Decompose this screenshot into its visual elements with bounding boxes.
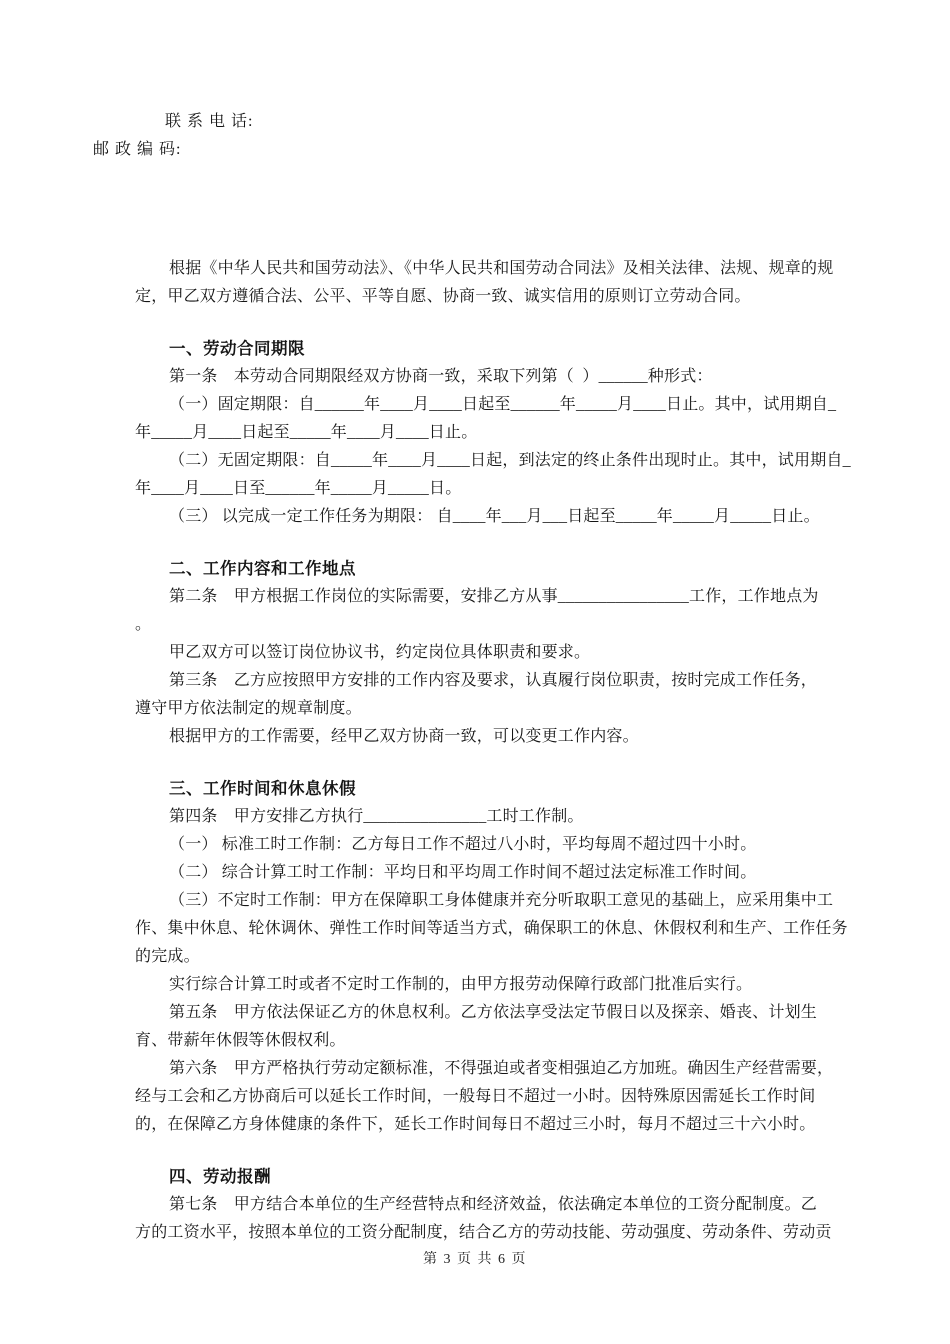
contract-line: 方的工资水平，按照本单位的工资分配制度，结合乙方的劳动技能、劳动强度、劳动条件、劳动贡 xyxy=(135,1224,832,1241)
contract-line: 。 xyxy=(135,616,152,633)
page-footer: 第 3 页 共 6 页 xyxy=(423,1252,527,1267)
section-heading: 四、劳动报酬 xyxy=(169,1168,271,1186)
contract-line: （二）无固定期限：自_____年____月____日起，到法定的终止条件出现时止。其中，试用期自_ xyxy=(169,452,851,469)
contract-line: 第一条 本劳动合同期限经双方协商一致，采取下列第（ ）______种形式： xyxy=(169,368,713,385)
contact-phone-label: 联 系 电 话: xyxy=(165,113,254,130)
contract-line: （一） 标准工时工作制：乙方每日工作不超过八小时，平均每周不超过四十小时。 xyxy=(169,836,757,853)
contract-line: 年_____月____日起至_____年____月____日止。 xyxy=(135,424,478,441)
contract-line: 定，甲乙双方遵循合法、公平、平等自愿、协商一致、诚实信用的原则订立劳动合同。 xyxy=(135,288,751,305)
contract-body xyxy=(135,255,851,1247)
contract-line: （二） 综合计算工时工作制：平均日和平均周工作时间不超过法定标准工作时间。 xyxy=(169,864,757,881)
section-heading: 三、工作时间和休息休假 xyxy=(169,780,356,798)
contract-line: 第二条 甲方根据工作岗位的实际需要，安排乙方从事________________工作，工作地点为 xyxy=(169,588,819,605)
contract-line: 的完成。 xyxy=(135,948,200,965)
contract-line: 育、带薪年休假等休假权利。 xyxy=(135,1032,346,1049)
contract-line: 第七条 甲方结合本单位的生产经营特点和经济效益，依法确定本单位的工资分配制度。乙 xyxy=(169,1196,818,1213)
contract-line: 遵守甲方依法制定的规章制度。 xyxy=(135,700,362,717)
contract-line: 作、集中休息、轮休调休、弹性工作时间等适当方式，确保职工的休息、休假权利和生产、工作任务 xyxy=(135,920,848,937)
contract-line: （三）不定时工作制：甲方在保障职工身体健康并充分听取职工意见的基础上，应采用集中工 xyxy=(169,892,834,909)
section-heading: 二、工作内容和工作地点 xyxy=(169,560,356,578)
contract-line: 第六条 甲方严格执行劳动定额标准，不得强迫或者变相强迫乙方加班。确因生产经营需要， xyxy=(169,1060,834,1077)
contract-line: 年____月____日至______年_____月_____日。 xyxy=(135,480,462,497)
contract-line: 实行综合计算工时或者不定时工作制的，由甲方报劳动保障行政部门批准后实行。 xyxy=(169,976,753,993)
postal-code-label: 邮 政 编 码: xyxy=(93,141,182,158)
contact-fields xyxy=(0,108,950,164)
contract-line: （三） 以完成一定工作任务为期限： 自____年___月___日起至_____年_____月_____日止。 xyxy=(169,508,820,525)
contract-line: 的，在保障乙方身体健康的条件下，延长工作时间每日不超过三小时，每月不超过三十六小时。 xyxy=(135,1116,816,1133)
contract-line: 甲乙双方可以签订岗位协议书，约定岗位具体职责和要求。 xyxy=(169,644,591,661)
contract-line: 根据《中华人民共和国劳动法》、《中华人民共和国劳动合同法》及相关法律、法规、规章的规 xyxy=(169,260,834,277)
contract-line: 根据甲方的工作需要，经甲乙双方协商一致，可以变更工作内容。 xyxy=(169,728,639,745)
contract-line: 经与工会和乙方协商后可以延长工作时间，一般每日不超过一小时。因特殊原因需延长工作时间 xyxy=(135,1088,816,1105)
contract-line: 第三条 乙方应按照甲方安排的工作内容及要求，认真履行岗位职责，按时完成工作任务， xyxy=(169,672,818,689)
contract-line: （一）固定期限：自______年____月____日起至______年_____月____日止。其中，试用期自_ xyxy=(169,396,837,413)
section-heading: 一、劳动合同期限 xyxy=(169,340,305,358)
contract-line: 第四条 甲方安排乙方执行_______________工时工作制。 xyxy=(169,808,584,825)
contract-line: 第五条 甲方依法保证乙方的休息权利。乙方依法享受法定节假日以及探亲、婚丧、计划生 xyxy=(169,1004,818,1021)
